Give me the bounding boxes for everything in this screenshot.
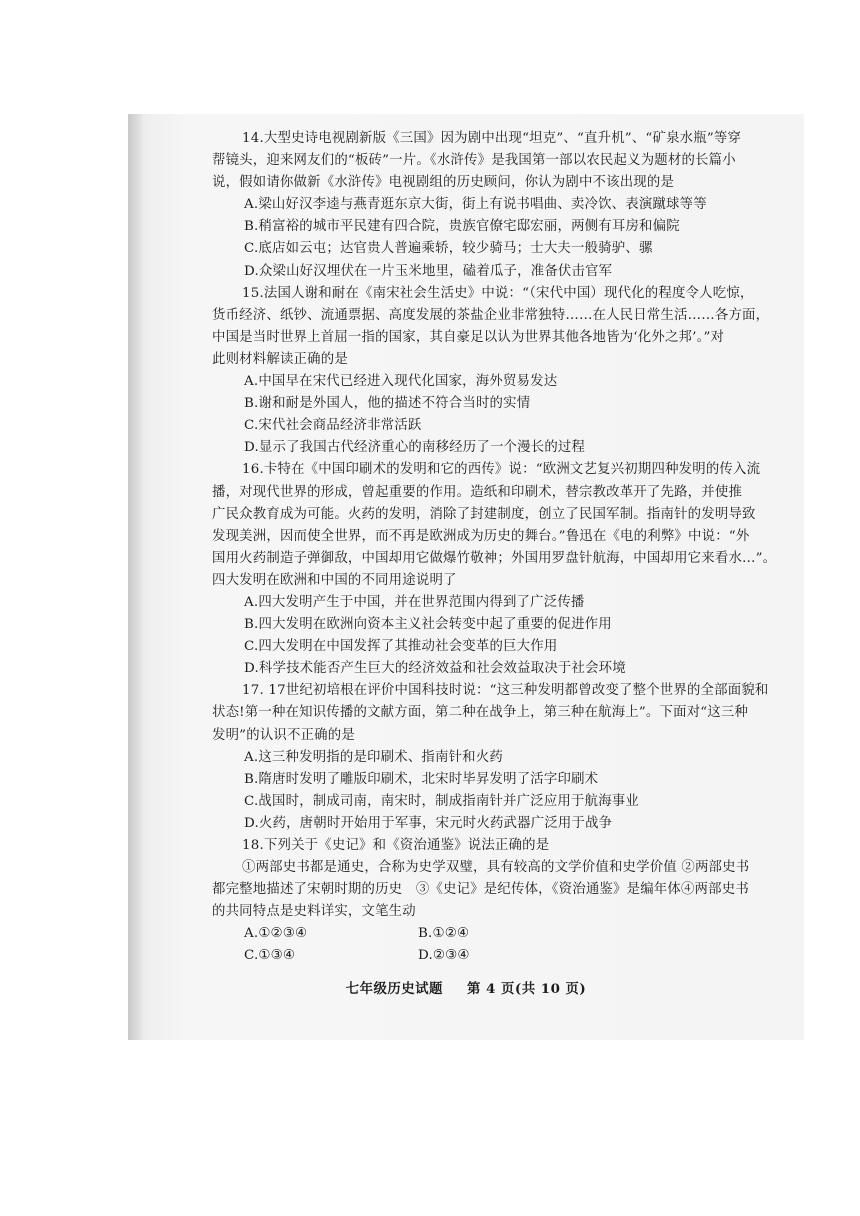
question-16-option-d: D.科学技术能否产生巨大的经济效益和社会效益取决于社会环境 bbox=[244, 661, 626, 677]
question-15-stem-line: 货币经济、纸钞、流通票据、高度发展的茶盐企业非常独特……在人民日常生活……各方面， bbox=[212, 307, 770, 323]
question-17-stem-line: 17. 17世纪初培根在评价中国科技时说：“这三种发明都曾改变了整个世界的全部面貌和 bbox=[242, 683, 769, 699]
question-15-stem-line: 15.法国人谢和耐在《南宋社会生活史》中说：“（宋代中国）现代化的程度令人吃惊， bbox=[242, 285, 754, 301]
exam-content bbox=[140, 128, 800, 967]
question-15-stem-line: 中国是当时世界上首屈一指的国家，其自豪足以认为世界其他各地皆为‘化外之邦’。”对 bbox=[212, 329, 725, 345]
question-14-option-d: D.众梁山好汉埋伏在一片玉米地里，磕着瓜子，准备伏击官军 bbox=[244, 263, 613, 279]
scanned-page bbox=[128, 114, 804, 1040]
question-14-stem-line: 说，假如请你做新《水浒传》电视剧组的历史顾问，你认为剧中不该出现的是 bbox=[212, 175, 675, 191]
question-15-stem-line: 此则材料解读正确的是 bbox=[212, 351, 348, 367]
question-15-option-b: B.谢和耐是外国人，他的描述不符合当时的实情 bbox=[244, 396, 531, 412]
question-16-stem-line: 发现美洲，因而使全世界，而不再是欧洲成为历史的舞台。”鲁迅在《电的利弊》中说：“外 bbox=[212, 528, 750, 544]
question-18-statement-line: ①两部史书都是通史，合称为史学双璧，具有较高的文学价值和史学价值 ②两部史书 bbox=[242, 860, 750, 876]
question-18-statement-line: 都完整地描述了宋朝时期的历史 ③《史记》是纪传体，《资治通鉴》是编年体④两部史书 bbox=[212, 882, 749, 898]
question-16-option-c: C.四大发明在中国发挥了其推动社会变革的巨大作用 bbox=[244, 639, 558, 655]
question-15 bbox=[140, 283, 800, 460]
question-16-stem-line: 广民众教育成为可能。火药的发明，消除了封建制度，创立了民国军制。指南针的发明导致 bbox=[212, 506, 756, 522]
question-18-option-c: C.①③④ bbox=[244, 948, 296, 964]
question-15-option-d: D.显示了我国古代经济重心的南移经历了一个漫长的过程 bbox=[244, 440, 586, 456]
question-15-option-a: A.中国早在宋代已经进入现代化国家，海外贸易发达 bbox=[244, 374, 558, 390]
question-18-option-a: A.①②③④ bbox=[244, 926, 308, 942]
question-17-option-a: A.这三种发明指的是印刷术、指南针和火药 bbox=[244, 749, 503, 765]
question-14-option-c: C.底店如云屯；达官贵人普遍乘轿，较少骑马；士大夫一般骑驴、骡 bbox=[244, 241, 653, 257]
question-16-option-b: B.四大发明在欧洲向资本主义社会转变中起了重要的促进作用 bbox=[244, 617, 612, 633]
footer-subject: 七年级历史试题 bbox=[345, 981, 443, 997]
question-16-option-a: A.四大发明产生于中国，并在世界范围内得到了广泛传播 bbox=[244, 594, 585, 610]
question-16 bbox=[140, 459, 800, 680]
question-18-option-d: D.②③④ bbox=[418, 948, 470, 964]
question-18-choices bbox=[140, 923, 800, 967]
question-16-stem-line: 16.卡特在《中国印刷术的发明和它的西传》说：“欧洲文艺复兴初期四种发明的传入流 bbox=[242, 462, 761, 478]
page-footer bbox=[128, 978, 804, 997]
question-18 bbox=[140, 835, 800, 967]
question-17-option-c: C.战国时，制成司南，南宋时，制成指南针并广泛应用于航海事业 bbox=[244, 793, 639, 809]
question-16-stem-line: 四大发明在欧洲和中国的不同用途说明了 bbox=[212, 572, 457, 588]
question-17-stem-line: 状态!第一种在知识传播的文献方面，第二种在战争上，第三种在航海上”。下面对“这三种 bbox=[212, 705, 749, 721]
question-18-stem-line: 18.下列关于《史记》和《资治通鉴》说法正确的是 bbox=[242, 838, 550, 853]
footer-page-number: 第 4 页(共 10 页) bbox=[466, 981, 587, 997]
question-18-statement-line: 的共同特点是史料详实，文笔生动 bbox=[212, 904, 416, 920]
question-17-stem-line: 发明”的认识不正确的是 bbox=[212, 727, 355, 743]
question-14-stem-line: 帮镜头，迎来网友们的“板砖”一片。《水浒传》是我国第一部以农民起义为题材的长篇小 bbox=[212, 153, 736, 169]
question-17-option-d: D.火药，唐朝时开始用于军事，宋元时火药武器广泛用于战争 bbox=[244, 815, 613, 831]
question-17-option-b: B.隋唐时发明了雕版印刷术，北宋时毕昇发明了活字印刷术 bbox=[244, 771, 599, 787]
question-18-option-b: B.①②④ bbox=[418, 926, 470, 942]
question-17 bbox=[140, 680, 800, 835]
question-14-option-b: B.稍富裕的城市平民建有四合院，贵族官僚宅邸宏丽，两侧有耳房和偏院 bbox=[244, 219, 680, 235]
question-16-stem-line: 国用火药制造子弹御敌，中国却用它做爆竹敬神；外国用罗盘针航海，中国却用它来看水…”。 bbox=[212, 550, 777, 566]
question-14 bbox=[140, 128, 800, 283]
question-16-stem-line: 播，对现代世界的形成，曾起重要的作用。造纸和印刷术，替宗教改革开了先路，并使推 bbox=[212, 484, 743, 500]
question-15-option-c: C.宋代社会商品经济非常活跃 bbox=[244, 418, 422, 434]
question-14-option-a: A.梁山好汉李逵与燕青逛东京大街，街上有说书唱曲、卖冷饮、表演蹴球等等 bbox=[244, 197, 707, 213]
question-14-stem-line: 14.大型史诗电视剧新版《三国》因为剧中出现“坦克”、“直升机”、“矿泉水瓶”等穿 bbox=[242, 131, 742, 146]
